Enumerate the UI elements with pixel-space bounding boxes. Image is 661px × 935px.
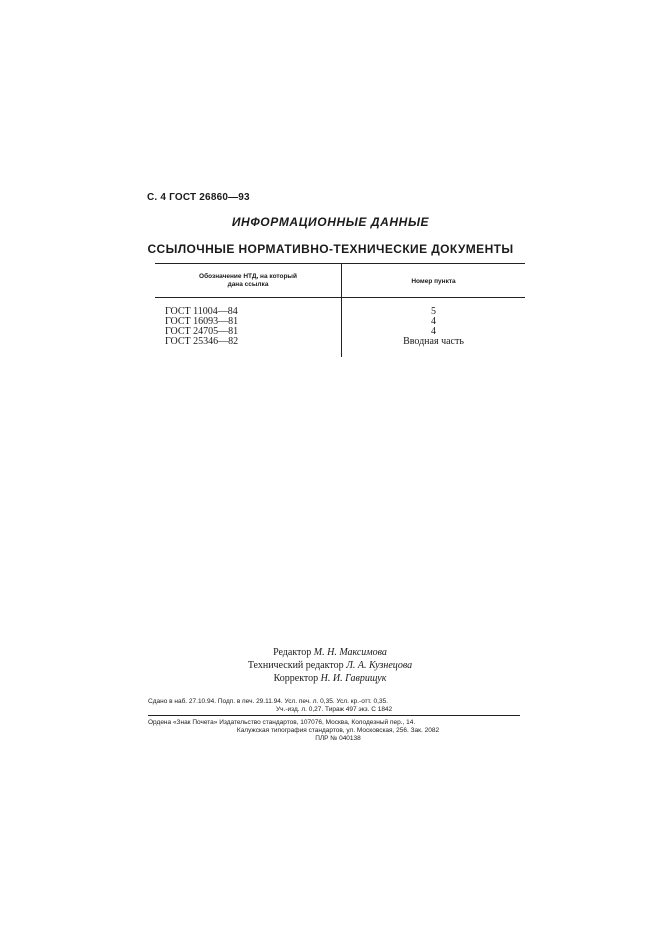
reference-table: [155, 263, 525, 358]
column-header-clause: Номер пункта: [411, 278, 456, 285]
document-cell: ГОСТ 25346—82: [165, 336, 239, 347]
clause-cell: 4: [431, 326, 436, 337]
editorial-credits: [200, 646, 460, 685]
publisher-info: [148, 719, 528, 743]
credit-person: Н. И. Гаврищук: [320, 673, 387, 684]
publisher-line: Ордена «Знак Почета» Издательство стандартов, 107076, Москва, Колодезный пер., 14.: [148, 719, 416, 726]
clause-cell: Вводная часть: [403, 336, 464, 347]
section-title: ИНФОРМАЦИОННЫЕ ДАННЫЕ: [231, 215, 430, 229]
clause-cell: 4: [431, 316, 436, 327]
document-cell: ГОСТ 16093—81: [165, 316, 239, 327]
credit-proofreader: [200, 672, 460, 685]
table-row: [155, 337, 525, 347]
print-imprint: [148, 698, 528, 714]
credit-person: Л. А. Кузнецова: [346, 660, 413, 671]
credit-role: Технический редактор: [247, 660, 344, 671]
imprint-line: Сдано в наб. 27.10.94. Подп. в печ. 29.11.94. Усл. печ. л. 0,35. Усл. кр.-отт. 0,35.: [148, 698, 388, 705]
table-body: [155, 307, 525, 347]
credit-role: Редактор: [273, 647, 312, 658]
printer-line: Калужская типография стандартов, ул. Московская, 256. Зак. 2082: [236, 727, 440, 734]
clause-cell: 5: [431, 306, 436, 317]
credit-technical-editor: [200, 659, 460, 672]
imprint-line: Уч.-изд. л. 0,27. Тираж 497 экз. С 1842: [276, 706, 393, 713]
imprint-rule: [148, 715, 520, 716]
credit-editor: [200, 646, 460, 659]
page-header: С. 4 ГОСТ 26860—93: [147, 192, 250, 203]
table-header-rule: [155, 297, 525, 298]
column-header-document: [155, 273, 341, 289]
license-line: ПЛР № 040138: [315, 735, 361, 742]
credit-role: Корректор: [273, 673, 319, 684]
document-cell: ГОСТ 11004—84: [165, 306, 238, 317]
credit-person: М. Н. Максимова: [313, 647, 387, 658]
column-header-document-line2: дана ссылка: [227, 281, 269, 288]
document-cell: ГОСТ 24705—81: [165, 326, 239, 337]
column-header-document-line1: Обозначение НТД, на который: [199, 273, 297, 280]
table-top-rule: [155, 263, 525, 264]
table-title: ССЫЛОЧНЫЕ НОРМАТИВНО-ТЕХНИЧЕСКИЕ ДОКУМЕНТЫ: [147, 242, 514, 256]
